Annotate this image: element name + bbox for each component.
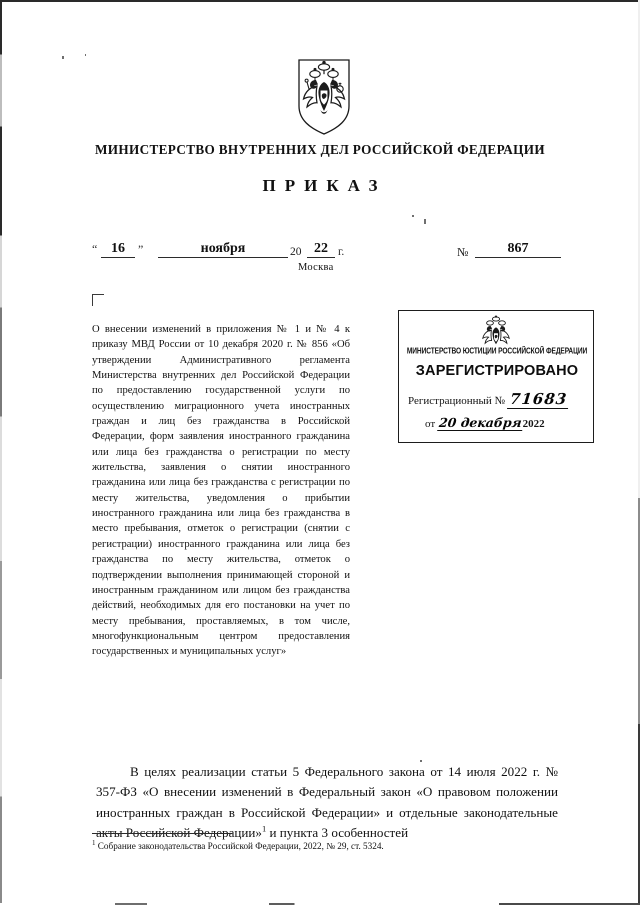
page-title-order: ПРИКАЗ	[262, 176, 387, 195]
quote-open: “	[92, 242, 98, 256]
date-and-number-row	[92, 240, 562, 273]
scan-speck	[424, 219, 426, 224]
footnote	[92, 840, 522, 852]
scan-edge-left	[0, 0, 2, 905]
order-year-field[interactable]: 22	[307, 240, 335, 258]
subject-corner-bracket	[92, 294, 104, 306]
order-subject-text: О внесении изменений в приложения № 1 и № 4 к приказу МВД России от 10 декабря 2020 г. № 856 «Об утверждении Административного регламента Министерства внутренних дел Российской Федерации по предоставлению государственной услуги по осуществлению миграционного учета иностранных граждан и лиц без гражданства в Российской Федерации, форм заявления иностранного гражданина или лица без гражданства о регистрации по месту жительства, заявления о снятии иностранного гражданина или лица без гражданства с регистрации по месту жительства, уведомления о прибытии иностранного гражданина или лица без гражданства в место пребывания, отметок о регистрации (снятии с регистрации) иностранного гражданина или лица без гражданства по месту жительства, отметок о подтверждении выполнения принимающей стороной и иностранным гражданином или лицом без гражданства действий, необходимых для его постановки на учет по месту пребывания, проставляемых, в том числе, многофункциональным центром предоставления государственных и муниципальных услуг»	[92, 324, 350, 658]
stamp-ministry-label: МИНИСТЕРСТВО ЮСТИЦИИ РОССИЙСКОЙ ФЕДЕРАЦИИ	[406, 347, 588, 356]
stamp-date-handwritten: 20 декабря	[438, 415, 523, 430]
registration-stamp	[398, 310, 594, 443]
scan-speck	[62, 56, 64, 59]
scan-speck	[85, 54, 86, 56]
year-suffix: г.	[338, 246, 345, 258]
century-literal: 20	[290, 246, 302, 258]
scan-edge-top	[0, 0, 640, 2]
number-label: №	[457, 245, 469, 259]
stamp-registration-number-line	[408, 390, 569, 409]
body-paragraph-part1: В целях реализации статьи 5 Федерального закона от 14 июля 2022 г. № 357-ФЗ «О внесении изменений в Федеральный закон «О правовом положении иностранных граждан в Российской Федерации» и отдельные законодательные акты Российской Федерации»	[96, 764, 558, 841]
stamp-date-year: 2022	[522, 418, 545, 430]
stamp-coat-of-arms-icon	[478, 315, 514, 345]
city-label: Москва	[298, 262, 334, 273]
stamp-reg-number-value: 71683	[507, 390, 570, 409]
footnote-marker: 1	[92, 838, 96, 847]
stamp-reg-number-label: Регистрационный №	[408, 395, 506, 407]
ministry-title: МИНИСТЕРСТВО ВНУТРЕННИХ ДЕЛ РОССИЙСКОЙ ФЕДЕРАЦИИ	[95, 142, 545, 157]
russian-coat-of-arms-icon	[296, 58, 352, 136]
footnote-separator	[92, 833, 232, 834]
order-month-field[interactable]: ноября	[158, 240, 288, 258]
order-day-field[interactable]: 16	[101, 240, 135, 258]
body-paragraph-part2: и пункта 3 особенностей	[266, 825, 409, 841]
footnote-text: Собрание законодательства Российской Федерации, 2022, № 29, ст. 5324.	[97, 841, 384, 851]
order-number-field[interactable]: 867	[475, 240, 561, 258]
footnote-reference[interactable]: 1	[261, 823, 267, 834]
scan-speck	[412, 215, 414, 217]
body-paragraph	[96, 762, 558, 844]
stamp-date-prefix: от	[425, 418, 436, 430]
stamp-registered-label: ЗАРЕГИСТРИРОВАНО	[415, 363, 579, 379]
quote-close: ”	[138, 242, 144, 256]
stamp-date-line	[425, 415, 545, 431]
